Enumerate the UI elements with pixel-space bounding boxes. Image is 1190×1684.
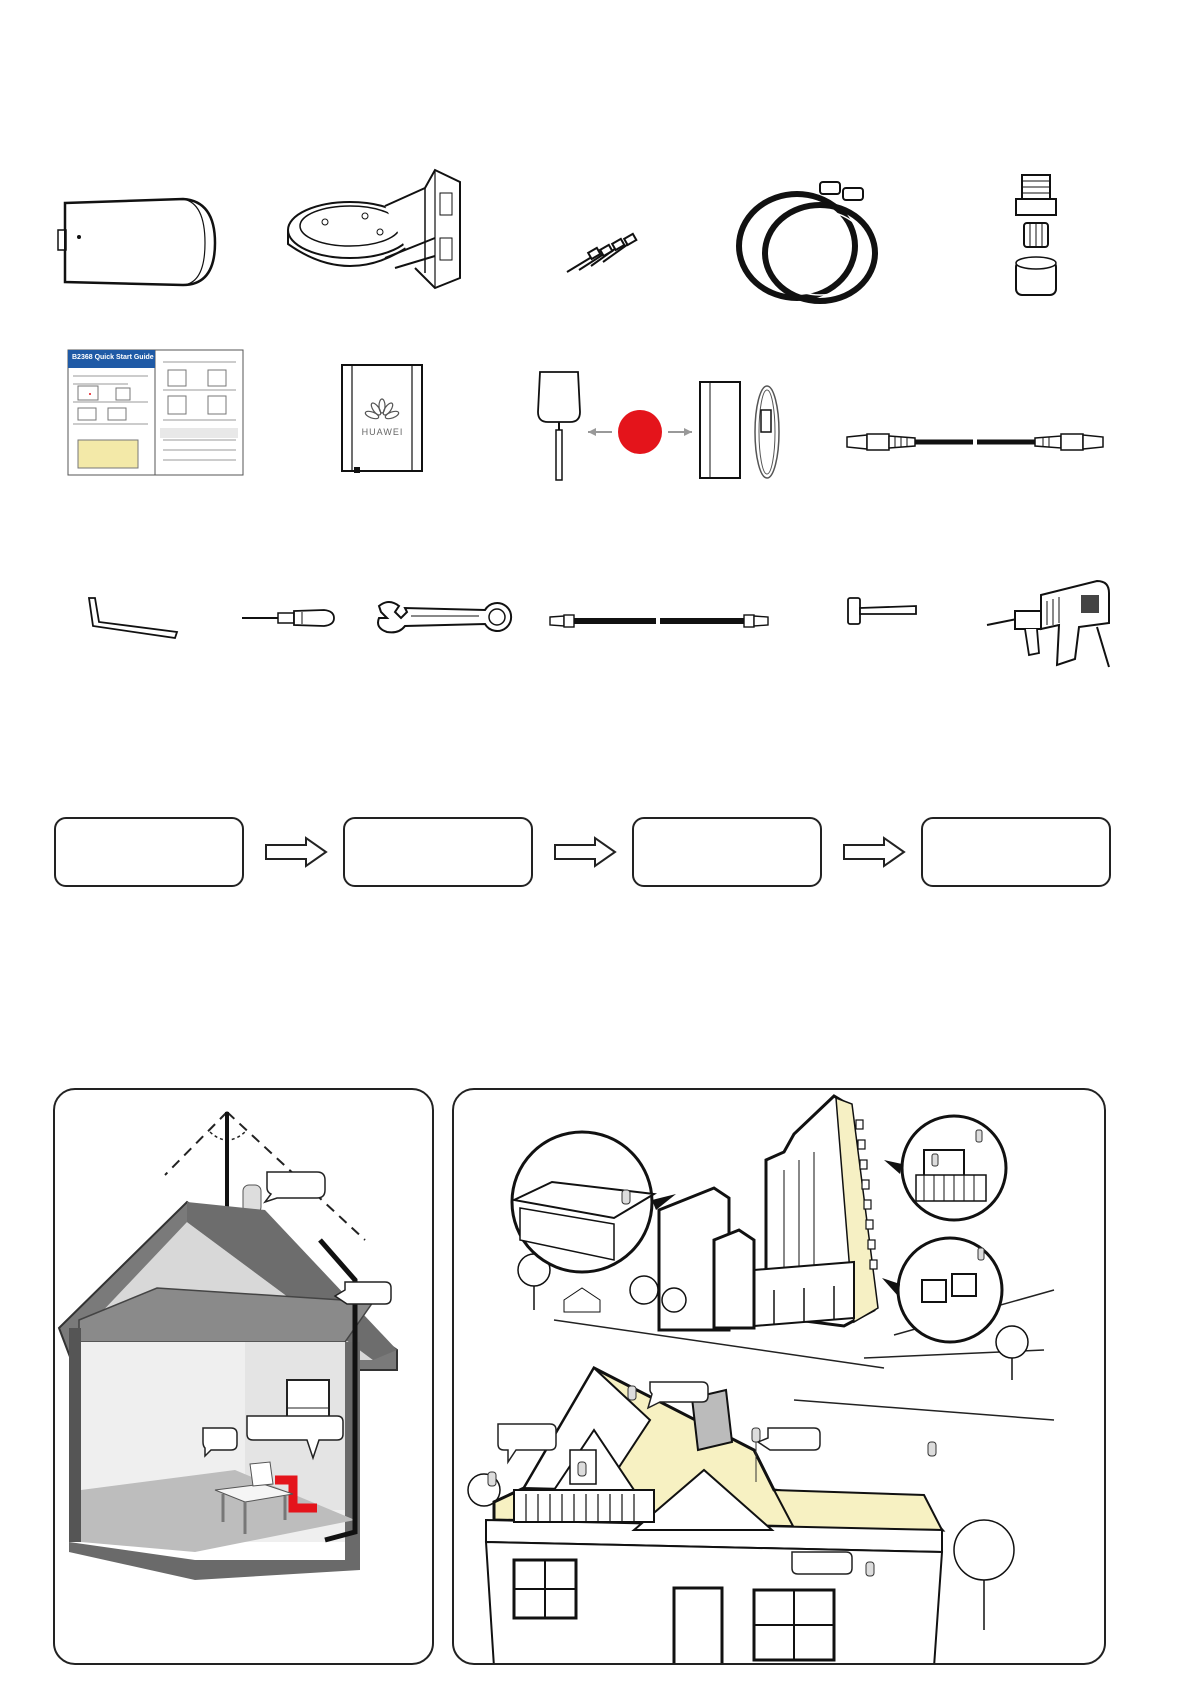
quick-start-guide-title: B2368 Quick Start Guide — [72, 354, 154, 361]
quick-start-guide-image — [68, 350, 243, 475]
outdoor-unit-image — [55, 195, 220, 290]
flow-step-2-box — [343, 817, 533, 887]
mounting-bracket-image — [285, 168, 465, 296]
hose-clamps-image — [735, 178, 880, 303]
red-indicator-icon — [618, 410, 662, 454]
flow-arrow-1-icon — [264, 836, 328, 868]
flow-arrow-2-icon — [553, 836, 617, 868]
screwdriver-image — [240, 607, 335, 629]
expansion-bolts-image — [565, 230, 640, 275]
flow-step-4-box — [921, 817, 1111, 887]
flow-step-3-box — [632, 817, 822, 887]
brand-label: HUAWEI — [361, 427, 404, 437]
hex-key-image — [85, 596, 180, 641]
flow-step-1-box — [54, 817, 244, 887]
power-adapter-option-image — [532, 370, 782, 482]
flow-arrow-3-icon — [842, 836, 906, 868]
hammer-image — [846, 596, 918, 628]
waterproof-cable-gland-image — [1010, 173, 1062, 303]
extension-cable-image — [548, 610, 770, 632]
city-installation-scene — [452, 1088, 1106, 1665]
network-cable-image — [845, 427, 1105, 457]
power-drill-image — [985, 575, 1115, 667]
house-installation-scene — [53, 1088, 434, 1665]
indoor-unit-image — [340, 363, 425, 475]
wrench-image — [375, 598, 515, 634]
